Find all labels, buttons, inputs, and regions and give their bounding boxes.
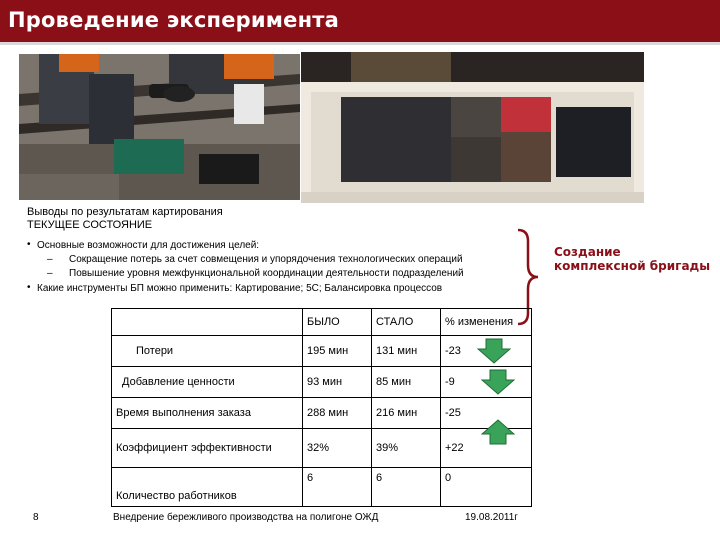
summary-line2: ТЕКУЩЕЕ СОСТОЯНИЕ [27,219,153,231]
page-title: Проведение эксперимента [8,8,340,32]
track-work-photo [19,54,300,200]
table-row [112,398,532,429]
row-before: 32% [303,429,372,468]
bullet-text-1: Основные возможности для достижения целей: [37,240,260,251]
row-label: Коэффициент эффективности [112,429,303,468]
row-after: 216 мин [372,398,441,429]
page-number: 8 [33,512,39,523]
bullet-mark-1: • [27,239,31,250]
side-note-line1: Создание [554,245,621,259]
row-change: +22 [445,442,464,454]
table-header-empty [112,309,303,336]
table-header-row [112,309,532,336]
row-before: 93 мин [303,367,372,398]
row-after: 39% [372,429,441,468]
row-after: 85 мин [372,367,441,398]
footer-date: 19.08.2011г [465,512,518,523]
row-after: 6 [372,468,441,507]
arrow-down-icon [477,338,511,364]
bullet-mark-2: • [27,282,31,293]
dash-mark-2: – [47,268,53,279]
row-label: Количество работников [112,468,303,507]
table-row [112,336,532,367]
arrow-down-icon [481,369,515,395]
row-before: 288 мин [303,398,372,429]
row-after: 131 мин [372,336,441,367]
table-row [112,429,532,468]
row-change-cell [441,336,532,367]
toolbox-photo [301,52,644,203]
bullet-text-2: Какие инструменты БП можно применить: Картирование; 5С; Балансировка процессов [37,283,443,294]
row-before: 6 [303,468,372,507]
row-label: Потери [112,336,303,367]
side-note-line2: комплексной бригады [554,259,711,273]
row-change-cell [441,367,532,398]
row-before: 195 мин [303,336,372,367]
summary-line1: Выводы по результатам картирования [27,206,223,218]
sub-bullet-text-1: Сокращение потерь за счет совмещения и упорядочения технологических операций [69,254,463,265]
table-header-cell: БЫЛО [303,309,372,336]
summary-block [27,206,223,232]
side-note [554,245,710,273]
table-row [112,468,532,507]
row-label: Добавление ценности [112,367,303,398]
sub-bullet-text-2: Повышение уровня межфункциональной координации деятельности подразделений [69,268,464,279]
table-row [112,367,532,398]
arrow-up-icon [481,419,515,445]
results-table [111,308,532,507]
row-change: -23 [445,345,461,357]
table-header-cell: % изменения [441,309,532,336]
row-change-cell [441,429,532,468]
footer-text: Внедрение бережливого производства на полигоне ОЖД [113,512,379,523]
row-change: 0 [441,468,532,507]
row-label: Время выполнения заказа [112,398,303,429]
header-divider [0,42,720,45]
dash-mark-1: – [47,254,53,265]
table-header-cell: СТАЛО [372,309,441,336]
header-bar [0,0,720,42]
row-change: -25 [441,398,532,429]
row-change: -9 [445,376,455,388]
